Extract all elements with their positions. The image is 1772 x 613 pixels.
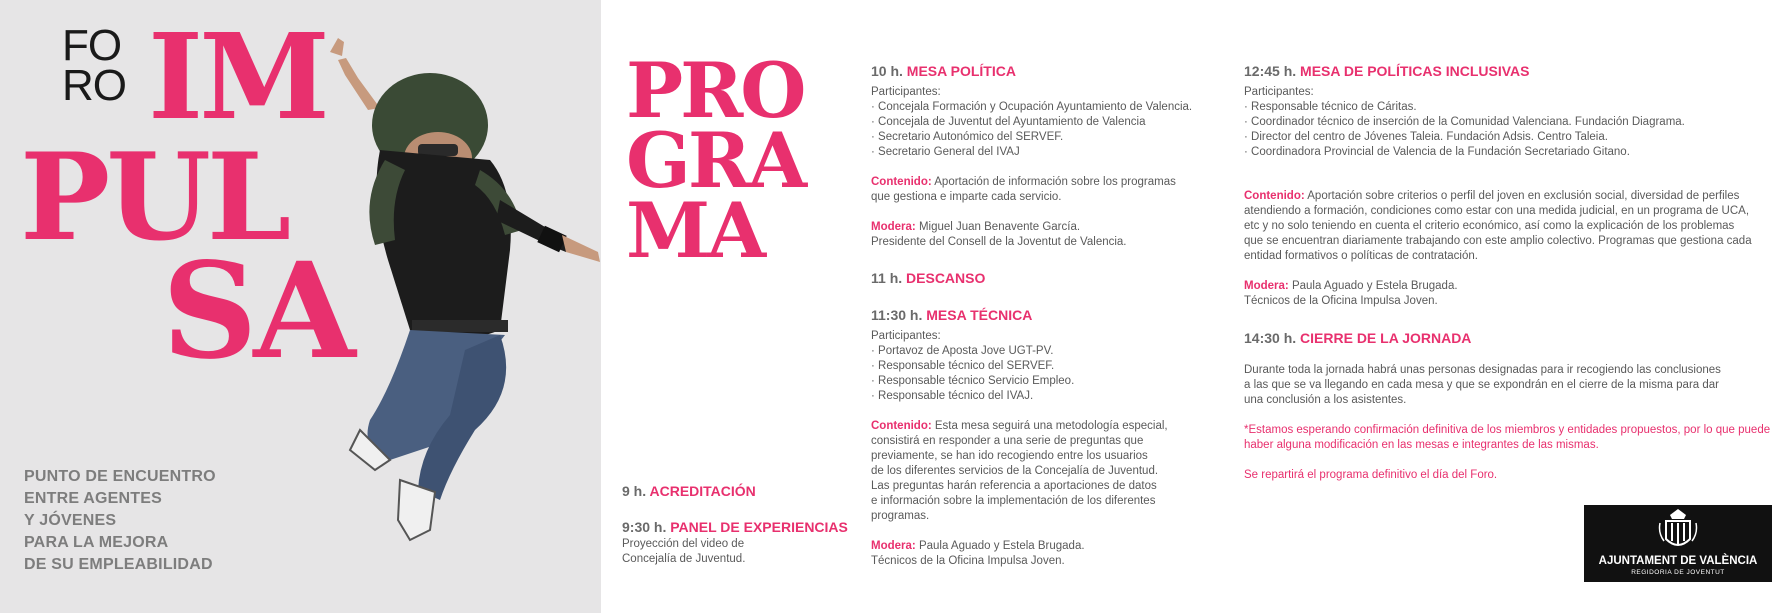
contenido-text: Aportación de información sobre los programas (934, 176, 1176, 188)
logo-line-1: AJUNTAMENT DE VALÈNCIA (1598, 555, 1758, 567)
contenido-text: Esta mesa seguirá una metodología especial, (934, 420, 1168, 432)
jumping-dancer-image (300, 30, 601, 590)
panel-text: Proyección del video de (622, 538, 745, 550)
mesa-tecnica-section (871, 308, 1211, 569)
modera-text: Técnicos de la Oficina Impulsa Joven. (1244, 295, 1438, 307)
modera-text: Paula Aguado y Estela Brugada. (918, 540, 1085, 552)
mesa-inclusivas-heading: 12:45 h. MESA DE POLÍTICAS INCLUSIVAS (1244, 63, 1530, 79)
contenido-text: e información sobre la implementación de los diferentes (871, 495, 1156, 507)
programa-heading (626, 46, 805, 275)
contenido-text: consistirá en responder a una serie de preguntas que (871, 435, 1144, 447)
tagline-line: Y JÓVENES (24, 512, 117, 529)
participante-item: · Secretario Autonómico del SERVEF. (871, 131, 1064, 143)
title-im: IM (148, 7, 326, 146)
participante-item: · Responsable técnico del IVAJ. (871, 390, 1034, 402)
tagline-line: ENTRE AGENTES (24, 490, 163, 507)
cover-panel (0, 0, 601, 613)
participante-item: · Director del centro de Jóvenes Taleia. Fundación Adsis. Centro Taleia. (1244, 131, 1608, 143)
contenido-text: de los diferentes servicios de la Concejalía de Juventud. (871, 465, 1159, 477)
participante-item: · Concejala de Juventut del Ayuntamiento de Valencia (871, 116, 1146, 128)
contenido-text: que se encuentran diariamente trabajando con este amplio colectivo. Programas que gestiona cada (1244, 235, 1752, 247)
mesa-politica-section (871, 64, 1211, 250)
cierre-final-note: Se repartirá el programa definitivo el día del Foro. (1244, 469, 1498, 481)
panel-text: Concejalía de Juventud. (622, 553, 746, 565)
participantes-label: Participantes: (871, 86, 941, 98)
title-pul: PUL (20, 127, 288, 268)
programa-line: MA (626, 186, 764, 275)
tagline-line: PUNTO DE ENCUENTRO (24, 468, 216, 485)
cierre-text: una conclusión a los asistentes. (1244, 394, 1407, 406)
participante-item: · Responsable técnico Servicio Empleo. (871, 375, 1075, 387)
contenido-text: entidad formativos o políticas de contratación. (1244, 250, 1478, 262)
foro-line-1: FO (62, 21, 122, 70)
coat-of-arms-icon (1658, 509, 1698, 551)
contenido-label: Contenido: (871, 176, 932, 188)
participante-item: · Coordinadora Provincial de Valencia de la Fundación Secretariado Gitano. (1244, 146, 1630, 158)
contenido-text: que gestiona e imparte cada servicio. (871, 191, 1062, 203)
contenido-text: previamente, se han ido recogiendo entre los usuarios (871, 450, 1148, 462)
programa-line: PRO (626, 46, 804, 135)
contenido-text: programas. (871, 510, 930, 522)
participante-item: · Responsable técnico de Cáritas. (1244, 101, 1417, 113)
cierre-section (1244, 330, 1771, 483)
mesa-tecnica-heading: 11:30 h. MESA TÉCNICA (871, 307, 1033, 323)
tagline-line: DE SU EMPLEABILIDAD (24, 556, 213, 573)
participante-item: · Portavoz de Aposta Jove UGT-PV. (871, 345, 1054, 357)
contenido-label: Contenido: (1244, 190, 1305, 202)
tagline-line: PARA LA MEJORA (24, 534, 169, 551)
panel-section (622, 520, 848, 567)
mesa-inclusivas-section (1244, 63, 1752, 309)
participantes-label: Participantes: (871, 330, 941, 342)
foro-label (62, 21, 126, 110)
contenido-label: Contenido: (871, 420, 932, 432)
tagline (24, 466, 216, 576)
programa-line: GRA (626, 116, 805, 205)
contenido-text: Las preguntas harán referencia a aportaciones de datos (871, 480, 1157, 492)
title-sa: SA (162, 234, 352, 389)
modera-text: Paula Aguado y Estela Brugada. (1291, 280, 1458, 292)
participantes-label: Participantes: (1244, 86, 1314, 98)
modera-label: Modera: (871, 221, 916, 233)
panel-heading: 9:30 h. PANEL DE EXPERIENCIAS (622, 519, 848, 535)
cierre-text: a las que se va llegando en cada mesa y que se expondrán en el cierre de la misma para dar (1244, 379, 1719, 391)
cierre-note: *Estamos esperando confirmación definitiva de los miembros y entidades propuestos, por lo que puede (1244, 424, 1771, 436)
participante-item: · Coordinador técnico de inserción de la Comunidad Valenciana. Fundación Diagrama. (1244, 116, 1685, 128)
acreditacion-heading: 9 h. ACREDITACIÓN (622, 483, 756, 499)
participante-item: · Secretario General del IVAJ (871, 146, 1020, 158)
modera-text: Miguel Juan Benavente García. (918, 221, 1081, 233)
modera-label: Modera: (1244, 280, 1289, 292)
contenido-text: etc y no solo teniendo en cuenta el criterio económico, así como la explicación de los problemas (1244, 220, 1735, 232)
acreditacion-section (622, 484, 756, 505)
cierre-heading: 14:30 h. CIERRE DE LA JORNADA (1244, 330, 1472, 346)
modera-text: Presidente del Consell de la Joventut de Valencia. (871, 236, 1127, 248)
participante-item: · Responsable técnico del SERVEF. (871, 360, 1055, 372)
cierre-note: haber alguna modificación en las mesas e integrantes de las mismas. (1244, 439, 1599, 451)
foro-line-2: RO (62, 61, 126, 110)
modera-label: Modera: (871, 540, 916, 552)
ajuntament-logo (1584, 505, 1772, 582)
contenido-text: atendiendo a formación, condiciones como estar con una medida judicial, en un programa de UCA, (1244, 205, 1750, 217)
mesa-politica-heading: 10 h. MESA POLÍTICA (871, 63, 1016, 79)
descanso-section (871, 271, 1211, 292)
modera-text: Técnicos de la Oficina Impulsa Joven. (871, 555, 1065, 567)
logo-line-2: REGIDORIA DE JOVENTUT (1631, 569, 1725, 576)
contenido-text: Aportación sobre criterios o perfil del joven en exclusión social, diversidad de perfiles (1307, 190, 1740, 202)
participante-item: · Concejala Formación y Ocupación Ayuntamiento de Valencia. (871, 101, 1193, 113)
descanso-heading: 11 h. DESCANSO (871, 270, 986, 286)
cierre-text: Durante toda la jornada habrá unas personas designadas para ir recogiendo las conclusiones (1244, 364, 1721, 376)
